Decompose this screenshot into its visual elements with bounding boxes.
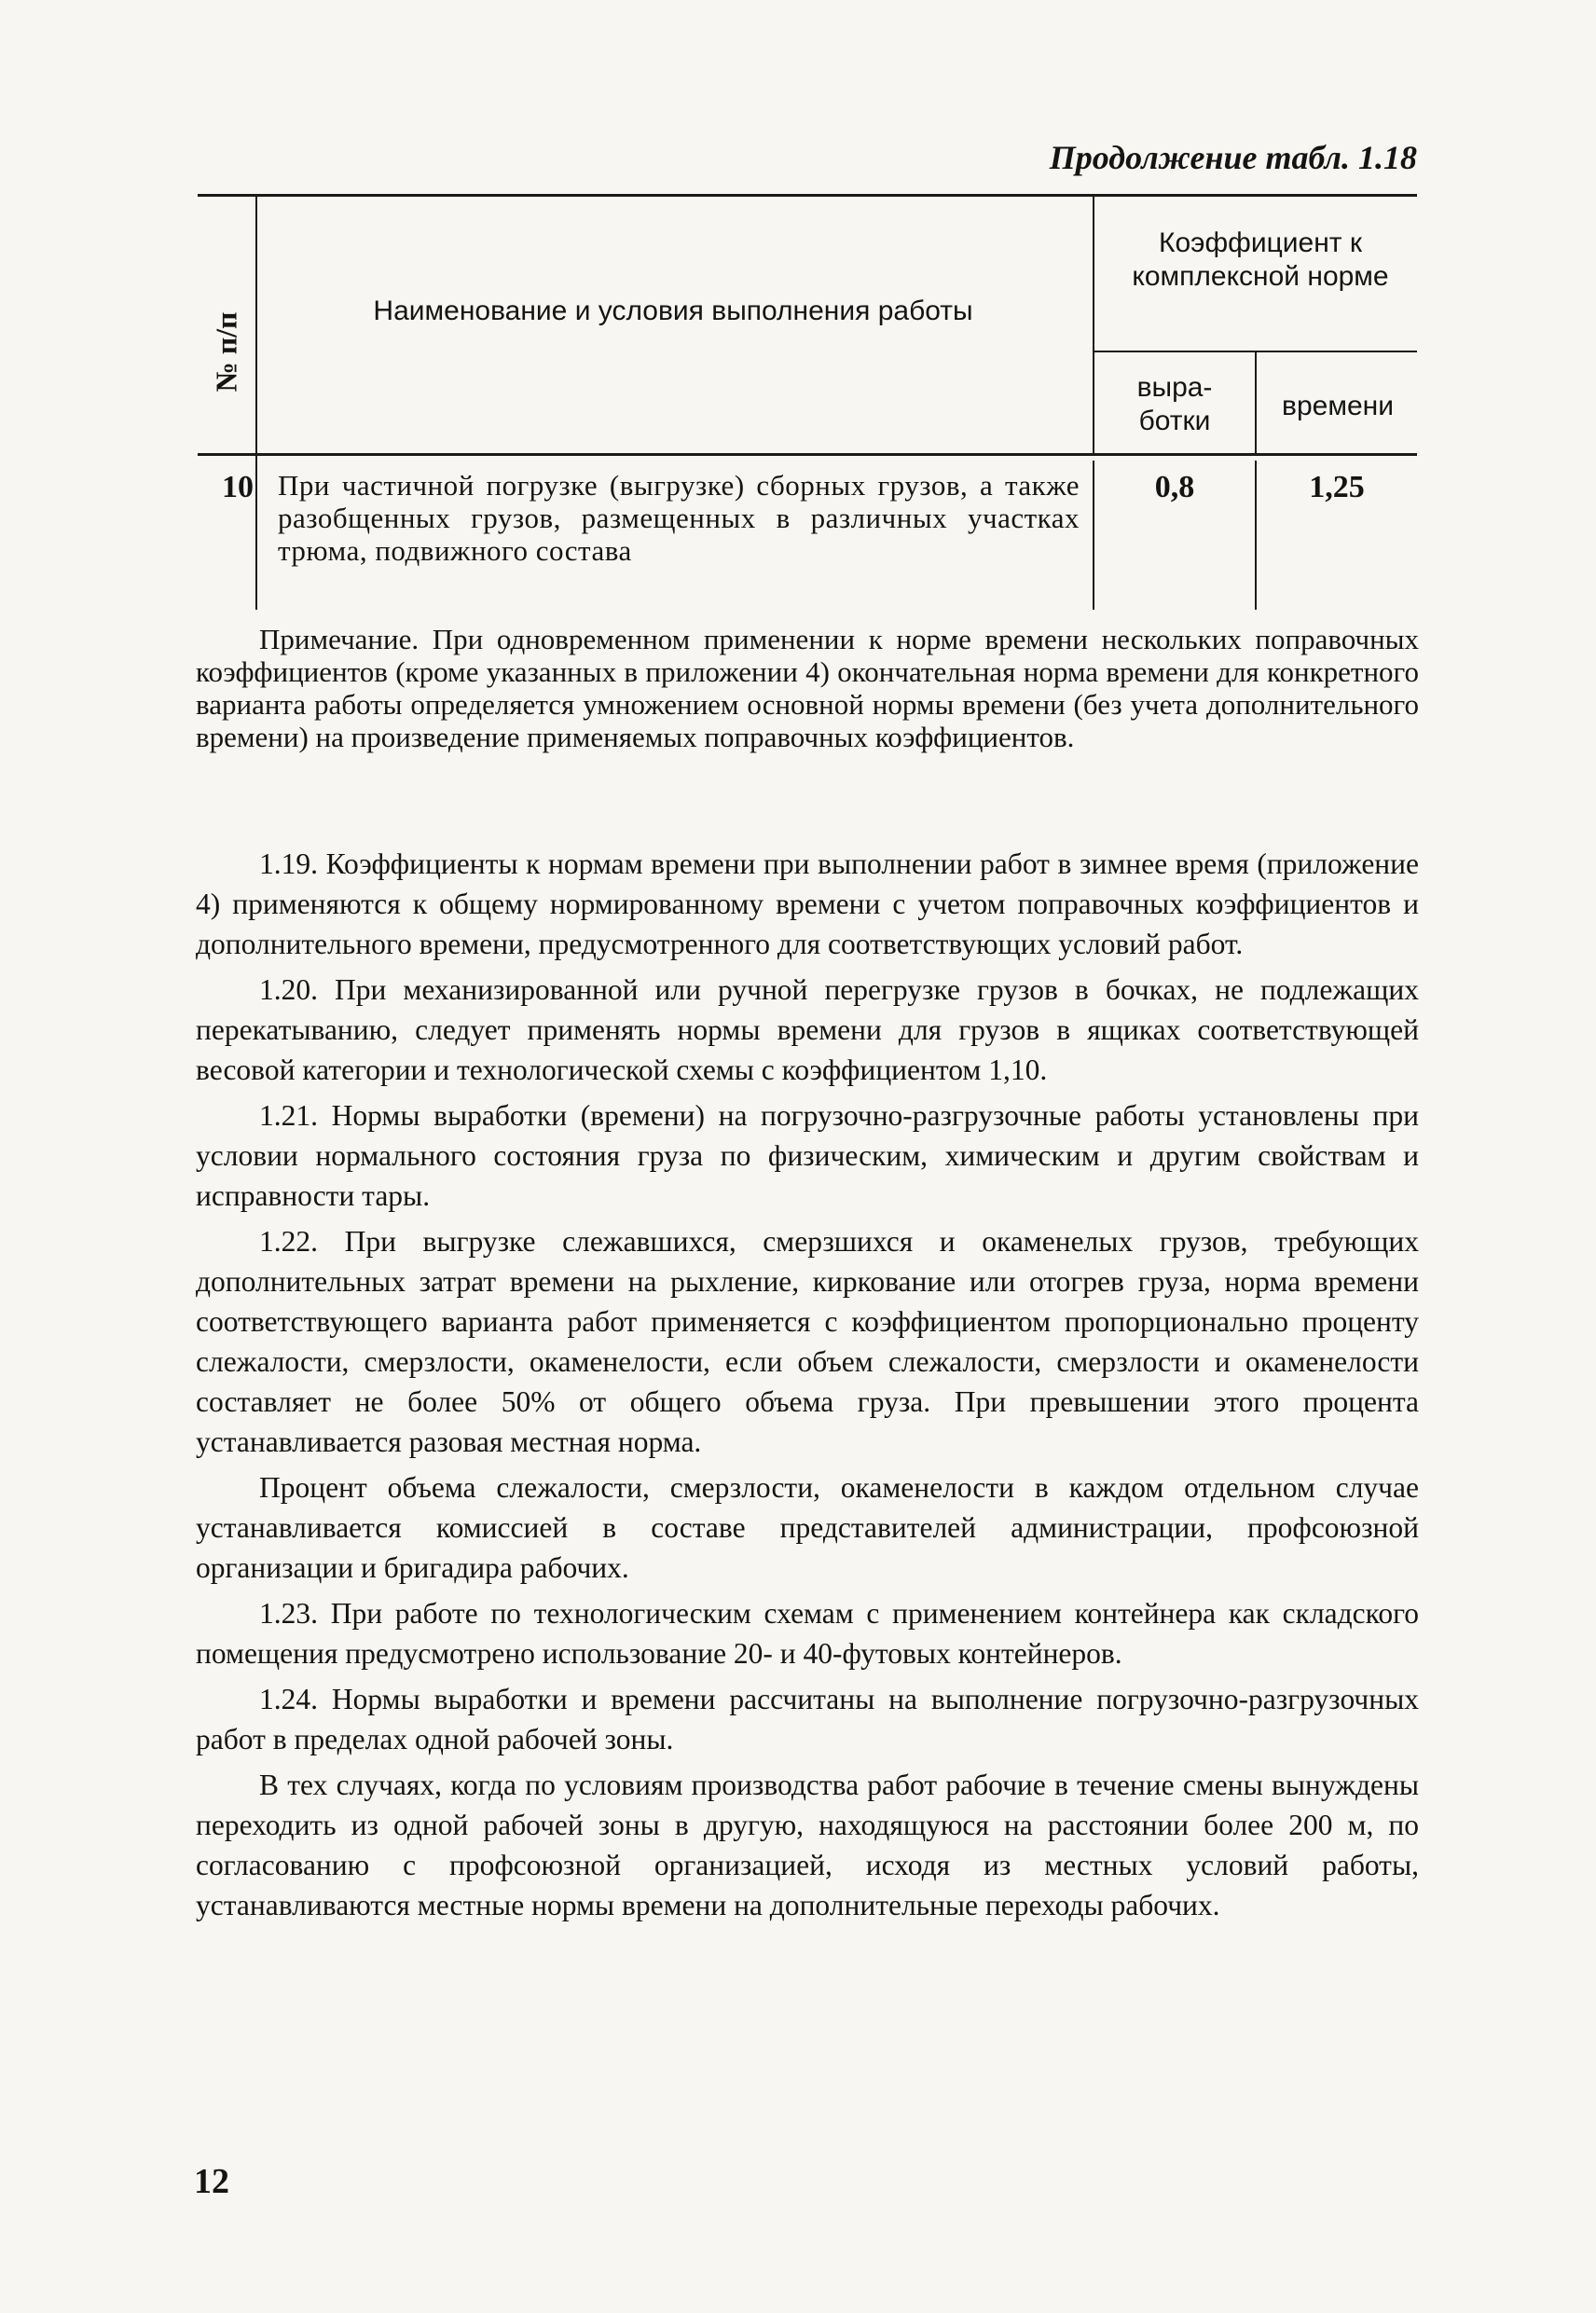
coef-header: Коэффициент к комплексной норме (1132, 227, 1389, 292)
table-top-rule (198, 194, 1417, 197)
output-header: выра-ботки (1136, 372, 1213, 436)
col-divider-1 (255, 194, 257, 610)
note-text: Примечание. При одновременном применении к норме времени нескольких поправочных коэффициентов (кроме указанных в приложении 4) окончательная норма времени для конкретного варианта работы определяется умножением основной нормы времени (без учета дополнительного времени) на произведение применяемых поправочных коэффициентов. (196, 623, 1419, 753)
row-output-coef: 0,8 (1154, 470, 1195, 504)
body-paragraphs (196, 844, 1419, 1931)
table-caption: Продолжение табл. 1.18 (1049, 139, 1417, 176)
paragraph-1-22: 1.22. При выгрузке слежавшихся, смерзшихся и окаменелых грузов, требующих дополнительных затрат времени на рыхление, киркование или отогрев груза, норма времени соответствующего варианта работ применяется с коэффициентом пропорционально проценту слежалости, смерзлости, окаменелости, если объем слежалости, смерзлости и окаменелости составляет не более 50% от общего объема груза. При превышении этого процента устанавливается разовая местная норма. (196, 1225, 1419, 1458)
page-number: 12 (194, 2162, 229, 2201)
row-name: При частичной погрузке (выгрузке) сборных грузов, а также разобщенных грузов, размещенных в различных участках трюма, подвижного состава (278, 469, 1080, 567)
paragraph-1-19: 1.19. Коэффициенты к нормам времени при выполнении работ в зимнее время (приложение 4) применяются к общему нормированному времени с учетом поправочных коэффициентов и дополнительного времени, предусмотренного для соответствующих условий работ. (196, 847, 1419, 960)
row-number: 10 (222, 470, 254, 504)
table-note (196, 623, 1419, 759)
paragraph-1-24: 1.24. Нормы выработки и времени рассчитаны на выполнение погрузочно-разгрузочных работ в пределах одной рабочей зоны. (196, 1683, 1419, 1755)
col-divider-2 (1093, 194, 1094, 453)
col-divider-3 (1255, 352, 1257, 453)
num-header: № п/п (209, 311, 243, 392)
paragraph-percent: Процент объема слежалости, смерзлости, окаменелости в каждом отдельном случае устанавливается комиссией в составе представителей администрации, профсоюзной организации и бригадира рабочих. (196, 1471, 1419, 1584)
paragraph-1-20: 1.20. При механизированной или ручной перегрузке грузов в бочках, не подлежащих перекатыванию, следует применять нормы времени для грузов в ящиках соответствующей весовой категории и технологической схемы с коэффициентом 1,10. (196, 973, 1419, 1086)
time-header: времени (1282, 391, 1394, 421)
name-header: Наименование и условия выполнения работы (373, 296, 973, 326)
paragraph-transitions: В тех случаях, когда по условиям производства работ рабочие в течение смены вынуждены переходить из одной рабочей зоны в другую, находящуюся на расстоянии более 200 м, по согласованию с профсоюзной организацией, исходя из местных условий работы, устанавливаются местные нормы времени на дополнительные переходы рабочих. (196, 1769, 1419, 1921)
coefficient-table (198, 194, 1417, 615)
row-time-coef: 1,25 (1309, 470, 1365, 504)
header-bottom-rule (198, 453, 1417, 456)
paragraph-1-21: 1.21. Нормы выработки (времени) на погрузочно-разгрузочные работы установлены при условии нормального состояния груза по физическим, химическим и другим свойствам и исправности тары. (196, 1099, 1419, 1212)
paragraph-1-23: 1.23. При работе по технологическим схемам с применением контейнера как складского помещения предусмотрено использование 20- и 40-футовых контейнеров. (196, 1597, 1419, 1670)
